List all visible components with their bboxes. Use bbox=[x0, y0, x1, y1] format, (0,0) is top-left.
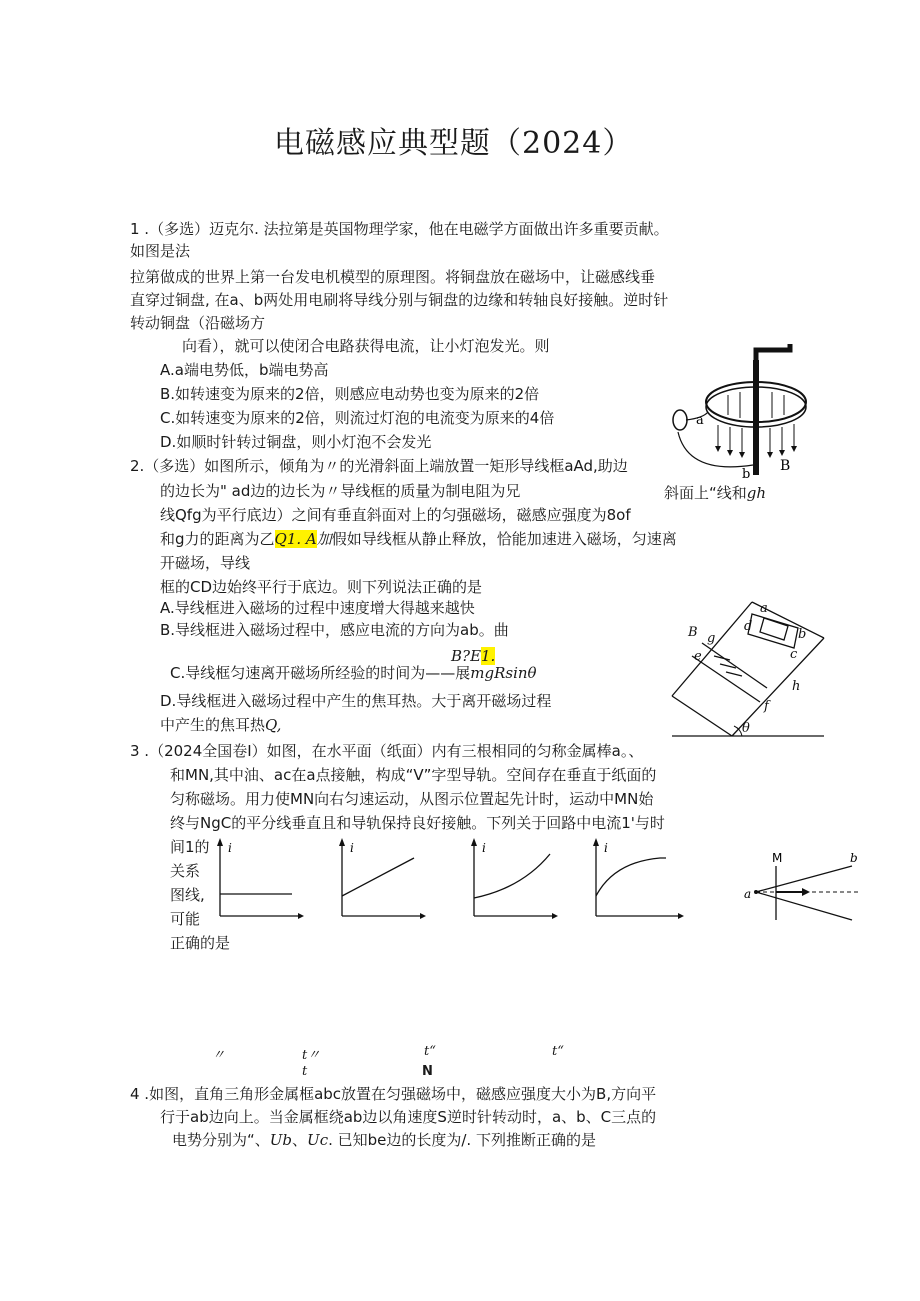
graph-stub-N: N bbox=[422, 1064, 433, 1079]
fig1-label-a: a bbox=[696, 413, 704, 428]
q2-option-c bbox=[170, 662, 537, 684]
q2-formula-highlight: 1. bbox=[481, 647, 496, 665]
q2-line-6: 框的CD边始终平行于底边。则下列说法正确的是 bbox=[160, 578, 483, 596]
q2-option-b: B.导线框进入磁场过程中，感应电流的方向为ab。曲 bbox=[160, 621, 509, 639]
fig2-label-a: a bbox=[760, 601, 768, 616]
q4-line-1: 4 .如图，直角三角形金属框abc放置在匀强磁场中，磁感应强度大小为B,方向平 bbox=[130, 1085, 657, 1103]
q1-option-a: A.a端电势低，b端电势高 bbox=[160, 361, 329, 379]
q3-line-8: 可能 bbox=[170, 910, 201, 928]
q2-option-c-text: C.导线框匀速离开磁场所经验的时间为——展 bbox=[170, 664, 471, 682]
q2-side-text: 斜面上“线和 bbox=[664, 484, 747, 502]
q3-line-1: 3 .（2024全国卷I）如图，在水平面（纸面）内有三根相同的匀称金属棒a。、 bbox=[130, 742, 644, 760]
q4-line-3 bbox=[172, 1129, 596, 1151]
q2-option-c-italic: mgRsinθ bbox=[470, 664, 537, 682]
v-rail-figure bbox=[742, 850, 862, 922]
q2-line-2: 的边长为" ad边的边长为〃导线框的质量为制电阻为兄 bbox=[160, 482, 521, 500]
fig2-label-c: c bbox=[790, 647, 798, 662]
q1-option-d: D.如顺时针转过铜盘，则小灯泡不会发光 bbox=[160, 433, 432, 451]
q2-option-d-line-2 bbox=[160, 714, 281, 736]
q2-line-3: 线Qfg为平行底边）之间有垂直斜面对上的匀强磁场，磁感应强度为8of bbox=[160, 506, 631, 524]
q2-option-d-text: 中产生的焦耳热 bbox=[160, 716, 266, 734]
fig2-label-h: h bbox=[792, 679, 801, 694]
faraday-disc-figure bbox=[668, 340, 818, 480]
graph-d-axis-i: i bbox=[604, 841, 608, 855]
q4-line-3-post: . 已知be边的长度为/. 下列推断正确的是 bbox=[328, 1131, 596, 1149]
graph-a bbox=[208, 838, 304, 920]
q1-line-2: 如图是法 bbox=[130, 242, 191, 260]
fig2-label-e: e bbox=[694, 649, 702, 664]
q2-option-a: A.导线框进入磁场的过程中速度增大得越来越快 bbox=[160, 599, 475, 617]
q2-line-4-italic: 加 bbox=[316, 530, 332, 548]
graph-b bbox=[330, 838, 426, 920]
fig2-label-f: f bbox=[764, 699, 769, 714]
q4-line-3-pre: 电势分别为“、 bbox=[172, 1131, 270, 1149]
graph-stub-4: t“ bbox=[552, 1044, 564, 1059]
page-title: 电磁感应典型题（2024） bbox=[274, 126, 634, 161]
q3-line-2: 和MN,其中油、ac在a点接触，构成“V”字型导轨。空间存在垂直于纸面的 bbox=[170, 766, 657, 784]
q3-line-3: 匀称磁场。用力使MN向右匀速运动，从图示位置起先计时，运动中MN始 bbox=[170, 790, 654, 808]
graph-stub-t: t bbox=[302, 1064, 308, 1079]
q2-side-label bbox=[664, 482, 766, 504]
fig3-label-M: M bbox=[772, 851, 783, 865]
q1-line-6: 向看），就可以使闭合电路获得电流，让小灯泡发光。则 bbox=[182, 337, 550, 355]
fig3-label-b: b bbox=[850, 851, 858, 865]
q1-line-4: 直穿过铜盘, 在a、b两处用电刷将导线分别与铜盘的边缘和转轴良好接触。逆时针 bbox=[130, 291, 669, 309]
q1-option-c: C.如转速变为原来的2倍，则流过灯泡的电流变为原来的4倍 bbox=[160, 409, 555, 427]
fig2-label-g: g bbox=[707, 631, 716, 646]
q2-line-4-pre: 和g力的距离为乙 bbox=[160, 530, 275, 548]
q2-option-d-line-1: D.导线框进入磁场过程中产生的焦耳热。大于离开磁场过程 bbox=[160, 692, 552, 710]
q3-line-9: 正确的是 bbox=[170, 934, 231, 952]
graph-stub-1: 〃 bbox=[212, 1048, 226, 1063]
q4-line-3-sep: 、 bbox=[292, 1131, 308, 1149]
q4-potential-ub: Ub bbox=[269, 1131, 293, 1149]
q3-line-5: 间1的 bbox=[170, 838, 210, 856]
graph-a-axis-i: i bbox=[228, 841, 232, 855]
fig2-label-b: b bbox=[798, 627, 807, 642]
graph-stub-3: t“ bbox=[424, 1044, 436, 1059]
q2-formula-top: B?E bbox=[451, 647, 482, 665]
q2-line-4-post: 假如导线框从静止释放，恰能加速进入磁场，匀速离 bbox=[331, 530, 677, 548]
q3-line-7: 图线, bbox=[170, 886, 205, 904]
q4-line-2: 行于ab边向上。当金属框绕ab边以角速度S逆时针转动时，a、b、C三点的 bbox=[160, 1108, 657, 1126]
fig3-label-a: a bbox=[744, 887, 752, 901]
graph-c-axis-i: i bbox=[482, 841, 486, 855]
fig2-label-d: d bbox=[744, 619, 753, 634]
fig1-label-b: b bbox=[742, 467, 751, 482]
graph-stub-2: t〃 bbox=[302, 1048, 321, 1063]
graph-c bbox=[462, 838, 558, 920]
q3-line-6: 关系 bbox=[170, 862, 201, 880]
q1-option-b: B.如转速变为原来的2倍，则感应电动势也变为原来的2倍 bbox=[160, 385, 540, 403]
q2-option-d-italic: Q, bbox=[265, 716, 282, 734]
q2-line-4 bbox=[160, 528, 677, 550]
graph-b-axis-i: i bbox=[350, 841, 354, 855]
q2-line-1: 2.（多选）如图所示，倾角为〃的光滑斜面上端放置一矩形导线框aAd,助边 bbox=[130, 457, 628, 475]
q1-line-5: 转动铜盘（沿磁场方 bbox=[130, 314, 266, 332]
fig2-label-B: B bbox=[688, 625, 698, 640]
fig1-label-B: B bbox=[780, 458, 791, 474]
q1-line-3: 拉第做成的世界上第一台发电机模型的原理图。将铜盘放在磁场中，让磁感线垂 bbox=[130, 268, 656, 286]
q3-line-4: 终与NgC的平分线垂直且和导轨保持良好接触。下列关于回路中电流1'与时 bbox=[170, 814, 665, 832]
q2-line-4-highlight: Q1. A bbox=[274, 530, 317, 548]
graph-d bbox=[584, 838, 684, 920]
fig2-label-theta: θ bbox=[742, 721, 750, 736]
q1-line-1: 1 .（多选）迈克尔. 法拉第是英国物理学家，他在电磁学方面做出许多重要贡献。 bbox=[130, 220, 669, 238]
q2-line-5: 开磁场，导线 bbox=[160, 554, 251, 572]
incline-figure bbox=[672, 598, 832, 740]
q2-side-italic: gh bbox=[746, 484, 767, 502]
q4-potential-uc: Uc bbox=[307, 1131, 329, 1149]
